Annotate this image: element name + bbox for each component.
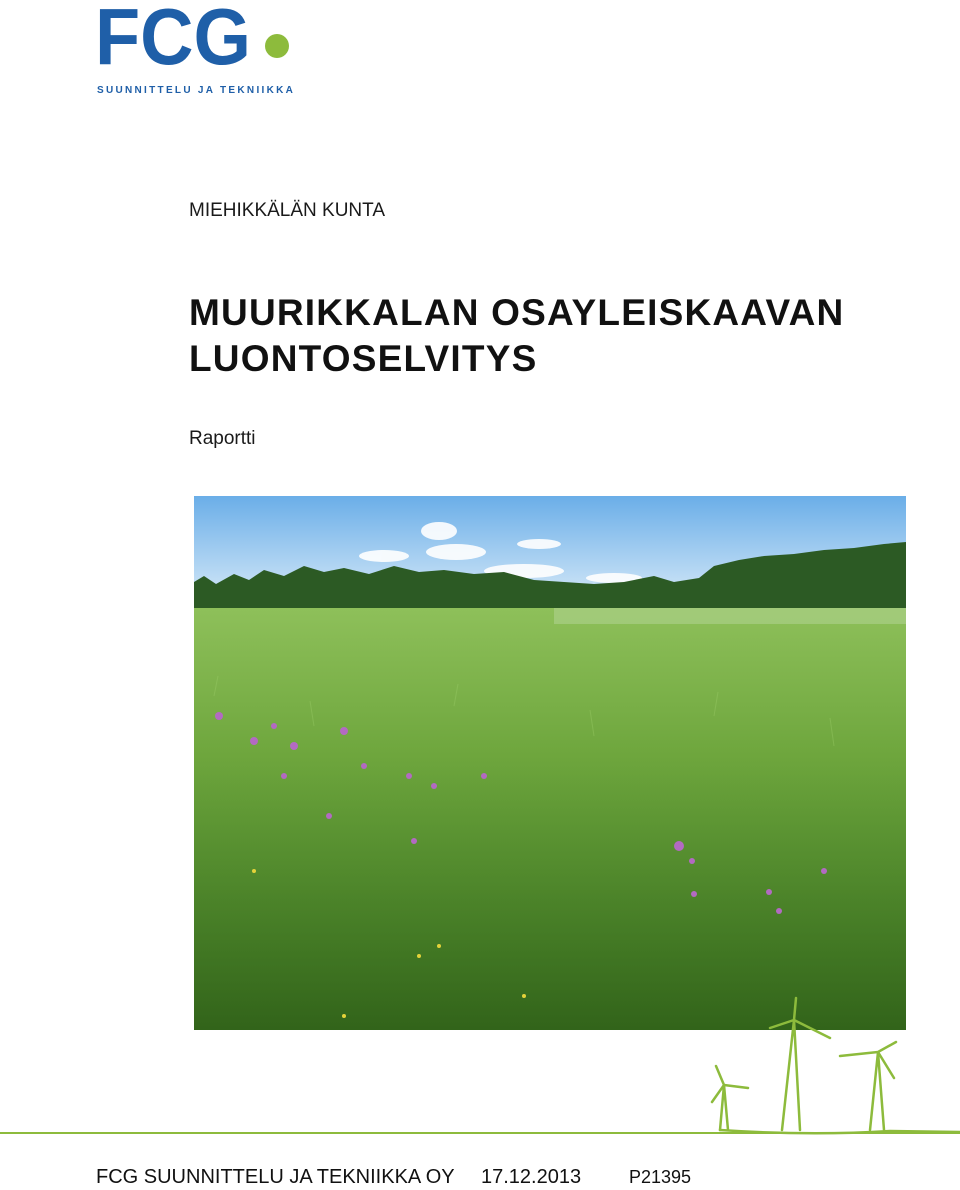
far-field: [554, 608, 906, 624]
logo-tagline: SUUNNITTELU JA TEKNIIKKA: [97, 85, 296, 96]
footer-date: 17.12.2013: [481, 1166, 582, 1188]
wind-turbines-decoration: [690, 990, 960, 1140]
title-line-1: MUURIKKALAN OSAYLEISKAAVAN: [189, 292, 845, 333]
footer-divider: [0, 1132, 960, 1134]
logo-text: FCG: [95, 0, 251, 80]
document-title: [189, 290, 844, 382]
document-subtitle: Raportti: [189, 428, 256, 449]
turbine-right: [840, 1042, 896, 1130]
turbine-large: [770, 998, 830, 1130]
title-line-2: LUONTOSELVITYS: [189, 338, 538, 379]
foreground-shade: [194, 756, 906, 1030]
footer-project-code: P21395: [629, 1167, 692, 1187]
client-name: MIEHIKKÄLÄN KUNTA: [189, 200, 386, 221]
logo-green-dot: [265, 34, 289, 58]
turbine-small: [712, 1066, 748, 1130]
cover-photo-meadow: [194, 496, 906, 1030]
footer-company: FCG SUUNNITTELU JA TEKNIIKKA OY: [96, 1166, 455, 1188]
